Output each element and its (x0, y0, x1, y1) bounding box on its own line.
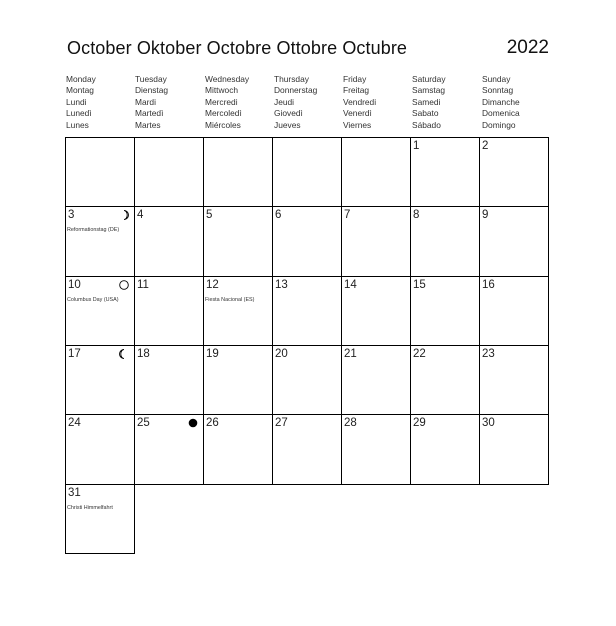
weekday-name: Dienstag (135, 85, 169, 96)
empty-day-cell (411, 485, 480, 554)
day-cell-15[interactable] (411, 277, 480, 346)
weekday-name: Sunday (482, 74, 511, 84)
day-number: 5 (206, 209, 213, 222)
day-number: 16 (482, 278, 495, 291)
day-cell-23[interactable] (480, 346, 549, 415)
empty-day-cell (135, 485, 204, 554)
day-cell-7[interactable] (342, 207, 411, 276)
weekday-name: Monday (66, 74, 96, 84)
weekday-name: Mittwoch (205, 85, 239, 96)
day-cell-31[interactable] (66, 485, 135, 554)
holiday-label: Reformationstag (DE) (67, 227, 120, 234)
weekday-name: Saturday (412, 74, 446, 84)
day-number: 17 (68, 348, 81, 360)
day-number: 9 (482, 209, 489, 222)
day-number: 21 (344, 348, 357, 360)
day-number: 29 (413, 417, 426, 430)
day-number: 30 (482, 417, 495, 430)
empty-day-cell (342, 485, 411, 554)
day-cell-22[interactable] (411, 346, 480, 415)
weekday-name: Sabato (412, 108, 439, 119)
weekday-name: Dimanche (482, 96, 520, 107)
weekday-name: Miércoles (205, 119, 241, 130)
weekday-name: Samstag (412, 85, 446, 96)
day-cell-30[interactable] (480, 415, 549, 484)
day-cell-11[interactable] (135, 277, 204, 346)
weekday-name: Freitag (343, 85, 370, 96)
day-number: 10 (68, 278, 81, 291)
weekday-name: Sonntag (482, 85, 514, 96)
calendar-year: 2022 (506, 37, 549, 58)
weekday-header-col-3 (274, 74, 342, 131)
day-cell-26[interactable] (204, 415, 273, 484)
weekday-name: Venerdì (343, 108, 372, 119)
day-cell-29[interactable] (411, 415, 480, 484)
weekday-name: Martedì (135, 108, 164, 119)
weekday-name: Samedi (412, 96, 441, 107)
weekday-name: Giovedì (274, 108, 303, 119)
day-number: 27 (275, 417, 288, 430)
weekday-name: Mardi (135, 96, 156, 107)
weekday-header-col-6 (482, 74, 550, 131)
first-quarter-moon-icon (119, 210, 129, 220)
day-cell-27[interactable] (273, 415, 342, 484)
day-number: 7 (344, 209, 351, 222)
day-number: 19 (206, 348, 219, 360)
weekday-name: Donnerstag (274, 85, 318, 96)
day-number: 24 (68, 417, 81, 430)
day-cell-6[interactable] (273, 207, 342, 276)
weekday-header-col-4 (343, 74, 411, 131)
day-number: 28 (344, 417, 357, 430)
day-cell-3[interactable] (66, 207, 135, 276)
day-cell-14[interactable] (342, 277, 411, 346)
last-quarter-moon-icon (119, 349, 129, 359)
day-number: 13 (275, 278, 288, 291)
weekday-name: Viernes (343, 119, 372, 130)
calendar-month-title: October Oktober Octobre Ottobre Octubre (67, 38, 408, 58)
day-number: 1 (413, 140, 420, 152)
weekday-header-col-1 (135, 74, 203, 131)
empty-day-cell (204, 485, 273, 554)
empty-day-cell (135, 138, 204, 207)
day-number: 25 (137, 417, 150, 430)
weekday-name: Jeudi (274, 96, 295, 107)
day-number: 15 (413, 278, 426, 291)
day-number: 31 (68, 486, 81, 499)
day-number: 20 (275, 348, 288, 360)
day-number: 14 (344, 278, 357, 291)
day-cell-24[interactable] (66, 415, 135, 484)
weekday-name: Thursday (274, 74, 309, 84)
weekday-name: Friday (343, 74, 367, 84)
weekday-name: Jueves (274, 119, 301, 130)
weekday-name: Montag (66, 85, 94, 96)
day-number: 23 (482, 348, 495, 360)
empty-day-cell (480, 485, 549, 554)
weekday-name: Sábado (412, 119, 441, 130)
new-moon-icon (188, 418, 198, 428)
day-number: 12 (206, 278, 219, 291)
full-moon-icon (119, 280, 129, 290)
holiday-label: Columbus Day (USA) (67, 296, 119, 303)
day-cell-17[interactable] (66, 346, 135, 415)
empty-day-cell (66, 138, 135, 207)
weekday-name: Lunedì (66, 108, 92, 119)
day-number: 8 (413, 209, 420, 222)
day-cell-21[interactable] (342, 346, 411, 415)
holiday-label: Fiesta Nacional (ES) (205, 296, 255, 303)
weekday-name: Lunes (66, 119, 89, 130)
weekday-name: Tuesday (135, 74, 167, 84)
day-cell-20[interactable] (273, 346, 342, 415)
day-cell-12[interactable] (204, 277, 273, 346)
day-number: 18 (137, 348, 150, 360)
day-number: 26 (206, 417, 219, 430)
day-cell-25[interactable] (135, 415, 204, 484)
day-cell-2[interactable] (480, 138, 549, 207)
weekday-header-col-2 (205, 74, 273, 131)
day-number: 2 (482, 140, 489, 152)
day-cell-16[interactable] (480, 277, 549, 346)
day-number: 3 (68, 209, 75, 222)
empty-day-cell (204, 138, 273, 207)
day-number: 6 (275, 209, 282, 222)
day-cell-13[interactable] (273, 277, 342, 346)
weekday-name: Mercredi (205, 96, 238, 107)
weekday-name: Martes (135, 119, 161, 130)
day-cell-18[interactable] (135, 346, 204, 415)
day-cell-8[interactable] (411, 207, 480, 276)
empty-day-cell (273, 485, 342, 554)
weekday-name: Lundi (66, 96, 87, 107)
empty-day-cell (342, 138, 411, 207)
day-cell-5[interactable] (204, 207, 273, 276)
day-number: 22 (413, 348, 426, 360)
calendar-grid (65, 137, 549, 554)
day-cell-19[interactable] (204, 346, 273, 415)
day-cell-9[interactable] (480, 207, 549, 276)
weekday-name: Vendredi (343, 96, 377, 107)
day-number: 4 (137, 209, 144, 222)
weekday-name: Domenica (482, 108, 520, 119)
weekday-header-col-5 (412, 74, 480, 131)
weekday-name: Mercoledì (205, 108, 242, 119)
day-cell-4[interactable] (135, 207, 204, 276)
day-cell-28[interactable] (342, 415, 411, 484)
weekday-header-col-0 (66, 74, 134, 131)
day-cell-10[interactable] (66, 277, 135, 346)
empty-day-cell (273, 138, 342, 207)
holiday-label: Christi Himmelfahrt (67, 504, 113, 511)
weekday-name: Domingo (482, 119, 516, 130)
day-cell-1[interactable] (411, 138, 480, 207)
weekday-name: Wednesday (205, 74, 250, 84)
day-number: 11 (137, 278, 149, 291)
